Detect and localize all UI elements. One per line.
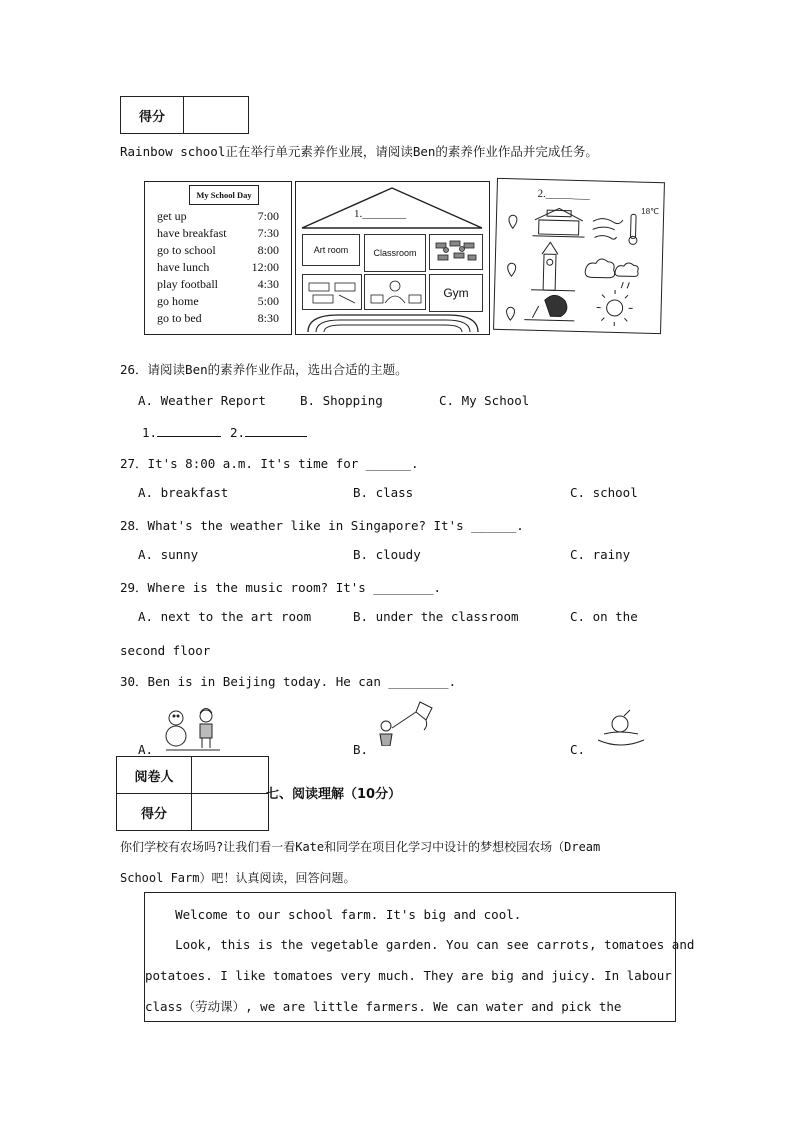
classroom-label: Classroom — [373, 248, 417, 258]
schedule-time: 7:30 — [257, 226, 279, 240]
section-title: 七、阅读理解（10分） — [266, 787, 402, 802]
schedule-time: 8:00 — [257, 243, 279, 257]
temperature-label: 18℃ — [641, 206, 660, 217]
passage-line: Welcome to our school farm. It's big and cool. — [145, 907, 522, 922]
schedule-time: 5:00 — [257, 294, 279, 308]
score-label: 得分 — [121, 97, 184, 134]
score-box-top — [120, 96, 249, 134]
kite-flying-picture — [372, 698, 442, 746]
score-label-2: 得分 — [117, 794, 192, 831]
question-28-option-c: C. rainy — [570, 547, 631, 562]
answer-2-blank[interactable] — [245, 424, 307, 437]
art-room — [302, 234, 360, 266]
swimming-picture — [594, 708, 648, 752]
question-28-option-a: A. sunny — [138, 547, 199, 562]
schedule-activity: play football — [157, 277, 218, 291]
question-28-option-b: B. cloudy — [353, 547, 421, 562]
weather-blank-label: 2.________ — [537, 187, 591, 202]
weather-drawings — [494, 179, 664, 333]
question-29-option-c: C. on the — [570, 609, 638, 624]
snowman-children-picture — [160, 704, 224, 752]
passage-line: class（劳动课）, we are little farmers. We can water and pick the — [145, 999, 622, 1014]
question-29-stem: 29．Where is the music room? It's ________. — [120, 580, 442, 595]
score-value-2 — [192, 794, 269, 831]
question-26-option-c: C. My School — [439, 393, 530, 408]
weather-panel — [493, 178, 665, 334]
question-27-option-c: C. school — [570, 485, 638, 500]
schedule-row — [157, 243, 279, 258]
answer-1-label: 1. — [142, 425, 158, 440]
schedule-activity: go to bed — [157, 311, 202, 325]
grader-value — [192, 757, 269, 794]
music-room-drawing — [429, 234, 483, 270]
question-29-continuation: second floor — [120, 643, 211, 658]
answer-1[interactable] — [142, 424, 221, 440]
schedule-row — [157, 260, 279, 275]
tables-icon — [305, 277, 359, 307]
gym — [429, 274, 483, 312]
schedule-activity: go home — [157, 294, 199, 308]
answer-1-blank[interactable] — [157, 424, 221, 437]
stairs-shape — [298, 311, 488, 333]
score-value — [184, 97, 249, 134]
library-drawing — [302, 274, 362, 310]
desks-icon — [432, 237, 480, 267]
schedule-row — [157, 209, 279, 224]
schedule-row — [157, 311, 279, 326]
classroom — [364, 234, 426, 272]
answer-2[interactable] — [230, 424, 307, 440]
question-29-option-b: B. under the classroom — [353, 609, 519, 624]
art-room-label: Art room — [313, 245, 349, 255]
question-27-option-b: B. class — [353, 485, 414, 500]
intro-text: Rainbow school正在举行单元素养作业展，请阅读Ben的素养作业作品并完成任务。 — [120, 144, 598, 159]
schedule-title-banner — [189, 185, 259, 205]
schedule-activity: have breakfast — [157, 226, 227, 240]
reading-passage-box — [144, 892, 695, 1022]
school-panel — [295, 181, 490, 335]
question-30-stem: 30．Ben is in Beijing today. He can ________. — [120, 674, 457, 689]
teacher-icon — [367, 277, 423, 307]
schedule-row — [157, 277, 279, 292]
reading-intro-line-2: School Farm）吧！认真阅读，回答问题。 — [120, 871, 356, 885]
grader-label: 阅卷人 — [117, 757, 192, 794]
computer-room-drawing — [364, 274, 426, 310]
question-30-option-b: B. — [353, 742, 369, 757]
schedule-row — [157, 226, 279, 241]
question-26-option-b: B. Shopping — [300, 393, 383, 408]
schedule-time: 8:30 — [257, 311, 279, 325]
reading-intro-line-1: 你们学校有农场吗?让我们看一看Kate和同学在项目化学习中设计的梦想校园农场（Dream — [120, 840, 601, 854]
question-26-option-a: A. Weather Report — [138, 393, 266, 408]
schedule-activity: get up — [157, 209, 187, 223]
school-blank-label: 1.________ — [354, 208, 407, 220]
score-box-bottom — [116, 756, 269, 831]
answer-2-label: 2. — [230, 425, 246, 440]
question-29-option-a: A. next to the art room — [138, 609, 312, 624]
schedule-activity: go to school — [157, 243, 216, 257]
schedule-activity: have lunch — [157, 260, 210, 274]
gym-label: Gym — [443, 286, 469, 300]
schedule-time: 7:00 — [257, 209, 279, 223]
schedule-time: 4:30 — [257, 277, 279, 291]
question-27-stem: 27．It's 8:00 a.m. It's time for ______. — [120, 456, 419, 471]
schedule-time: 12:00 — [251, 260, 279, 274]
question-26-stem: 26．请阅读Ben的素养作业作品，选出合适的主题。 — [120, 362, 408, 377]
question-30-option-c: C. — [570, 742, 586, 757]
passage-line: potatoes. I like tomatoes very much. They are big and juicy. In labour — [145, 968, 672, 983]
question-27-option-a: A. breakfast — [138, 485, 229, 500]
schedule-panel — [144, 181, 292, 335]
question-30-option-a: A. — [138, 742, 154, 757]
question-28-stem: 28．What's the weather like in Singapore? It's ______. — [120, 518, 524, 533]
schedule-row — [157, 294, 279, 309]
passage-line: Look, this is the vegetable garden. You can see carrots, tomatoes and — [145, 937, 695, 952]
schedule-title: My School Day — [196, 190, 252, 200]
